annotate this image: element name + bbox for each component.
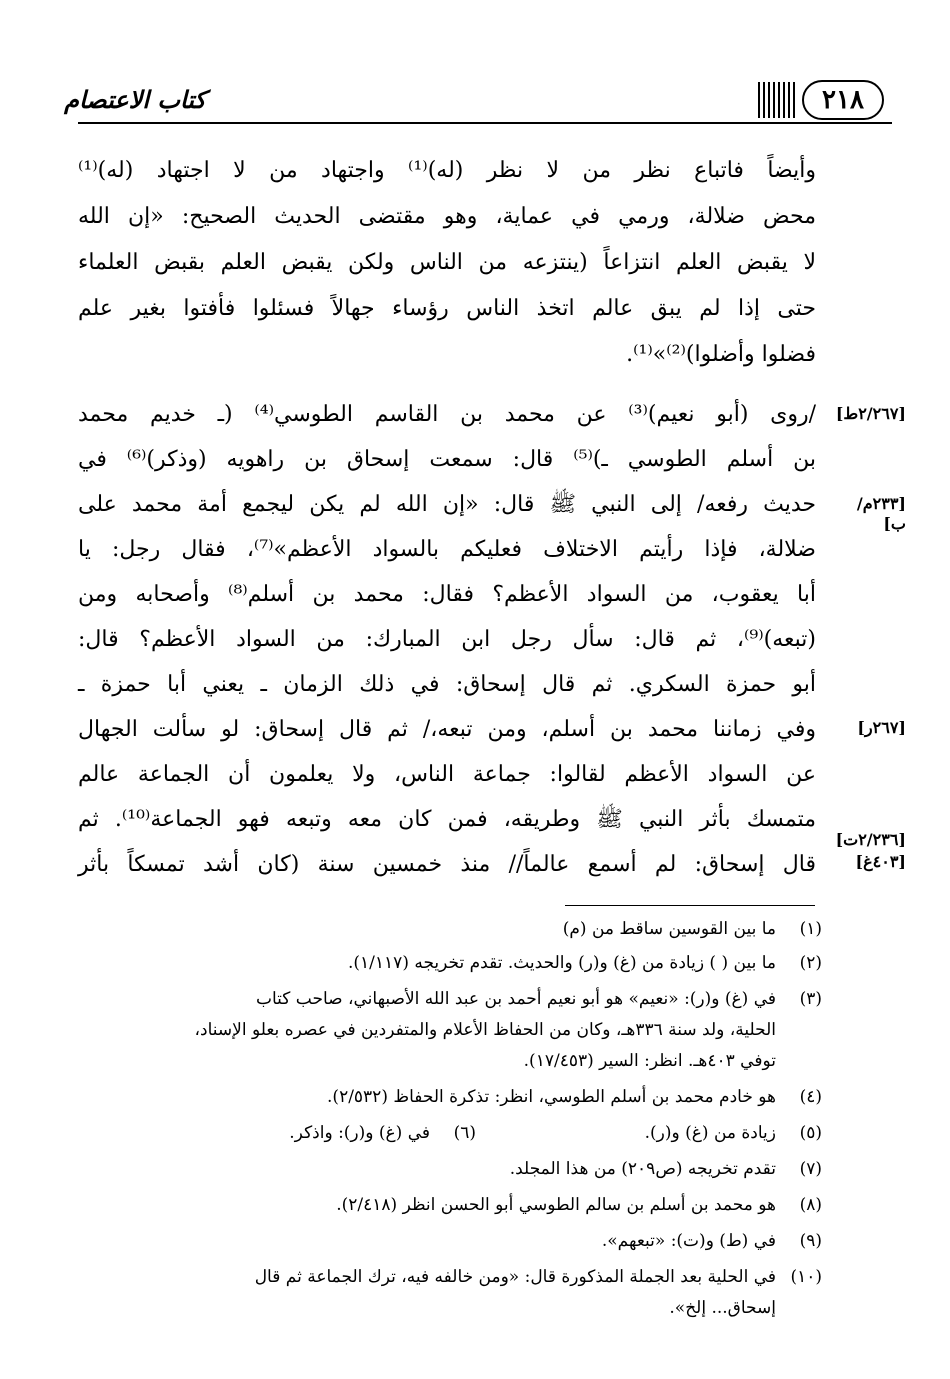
footnote [78,1118,822,1149]
footnote-divider [565,905,815,906]
footnote [78,1226,822,1257]
page-number: ٢١٨ [802,80,884,120]
body-line: فضلوا وأضلوا)⁽²⁾»⁽¹⁾. [626,342,816,367]
footnote-number: (١) [799,919,822,939]
body-line: محض ضلالة، ورمي في عماية، وهو مقتضى الحديث الصحيح: «إن الله [78,204,816,229]
book-title: كتاب الاعتصام [64,85,206,114]
body-line: أبا يعقوب، من السواد الأعظم؟ فقال: محمد بن أسلم⁽⁸⁾ وأصحابه ومن [78,582,816,607]
footnote-text: تقدم تخريجه (ص٢٠٩) من هذا المجلد. [509,1159,776,1179]
body-line: لا يقبض العلم انتزاعاً (ينتزعه من الناس ولكن يقبض العلم بقبض العلماء [78,250,816,275]
footnote-number: (٩) [799,1231,822,1251]
body-line: عن السواد الأعظم لقالوا: جماعة الناس، ولا يعلمون أن الجماعة عالم [78,762,816,787]
margin-reference: [٢/٢٣٦ت] [835,830,906,849]
footnote [78,1154,822,1185]
margin-reference: [٢٦٧ر] [857,718,906,737]
footnote [78,1262,822,1324]
footnote-text: في (غ) و(ر): «نعيم» هو أبو نعيم أحمد بن عبد الله الأصبهاني، صاحب كتاب [255,989,776,1009]
footnote-number: (٦) [453,1123,476,1143]
footnote-number: (٨) [799,1195,822,1215]
footnote-number: (٢) [799,953,822,973]
footnote-number: (٧) [799,1159,822,1179]
body-line: حتى إذا لم يبق عالم اتخذ الناس رؤساء جهالاً فسئلوا فأفتوا بغير علم [78,296,816,321]
margin-reference: [٢/٢٦٧ط] [835,404,906,423]
footnote-continuation: إسحاق... إلخ». [669,1298,776,1318]
footnote [78,1190,822,1221]
footnote-text: هو محمد بن أسلم بن سالم الطوسي أبو الحسن انظر (٢/٤١٨). [336,1195,776,1215]
footnote [78,914,822,945]
body-line: قال إسحاق: لم أسمع عالماً// منذ خمسين سنة (كان أشد تمسكاً بأثر [78,852,816,877]
body-line: وفي زماننا محمد بن أسلم، ومن تبعه،/ ثم قال إسحاق: لو سألت الجهال [78,717,816,742]
body-line: أبو حمزة السكري. ثم قال إسحاق: في ذلك الزمان ـ يعني أبا حمزة ـ [78,672,816,697]
margin-reference: [٤٠٣غ] [855,852,906,871]
body-line: (تبعه)⁽⁹⁾، ثم قال: سأل رجل ابن المبارك: من السواد الأعظم؟ قال: [78,627,816,652]
header-divider [78,122,892,124]
footnote-text: في (غ) و(ر): واذكر. [289,1123,430,1143]
margin-reference: [٢٣٣م/ب] [856,494,906,533]
footnote-number: (٣) [799,989,822,1009]
footnote-number: (١٠) [790,1267,822,1287]
body-line: /روى (أبو نعيم)⁽³⁾ عن محمد بن القاسم الطوسي⁽⁴⁾ (ـ خديم محمد [78,402,816,427]
footnote-number: (٥) [799,1123,822,1143]
body-line: بن أسلم الطوسي ـ)⁽⁵⁾ قال: سمعت إسحاق بن راهويه (وذكر)⁽⁶⁾ في [78,447,816,472]
footnote-text: في الحلية بعد الجملة المذكورة قال: «ومن خالفه فيه، ترك الجماعة ثم قال [254,1267,776,1287]
footnote [78,984,822,1077]
body-line: متمسك بأثر النبي ﷺ وطريقه، فمن كان معه وتبعه فهو الجماعة⁽¹⁰⁾. ثم [78,807,816,832]
footnote-text: ما بين القوسين ساقط من (م) [562,919,776,939]
body-line: حديث رفعه/ إلى النبي ﷺ قال: «إن الله لم يكن ليجمع أمة محمد على [78,492,816,517]
footnote-number: (٤) [799,1087,822,1107]
footnote-text: هو خادم محمد بن أسلم الطوسي، انظر: تذكرة الحفاظ (٢/٥٣٢). [327,1087,776,1107]
footnote-continuation: الحلية، ولد سنة ٣٣٦هـ، وكان من الحفاظ الأعلام والمتفردين في عصره بعلو الإسناد، [194,1020,776,1040]
footnote-text: ما بين ( ) زيادة من (غ) و(ر) والحديث. تقدم تخريجه (١/١١٧). [348,953,776,973]
hatched-ornament [758,82,798,118]
footnote-text: في (ط) و(ت): «تبعهم». [601,1231,776,1251]
body-line: ضلالة، فإذا رأيتم الاختلاف فعليكم بالسواد الأعظم»⁽⁷⁾، فقال رجل: يا [78,537,816,562]
footnote [78,948,822,979]
footnote [78,1082,822,1113]
footnote-text: زيادة من (غ) و(ر). [644,1123,776,1143]
page-number-ornament [758,78,890,122]
body-line: وأيضاً فاتباع نظر من لا نظر (له)⁽¹⁾ واجتهاد من لا اجتهاد (له)⁽¹⁾ [78,158,816,183]
footnote-continuation: توفي ٤٠٣هـ. انظر: السير (١٧/٤٥٣). [523,1051,776,1071]
